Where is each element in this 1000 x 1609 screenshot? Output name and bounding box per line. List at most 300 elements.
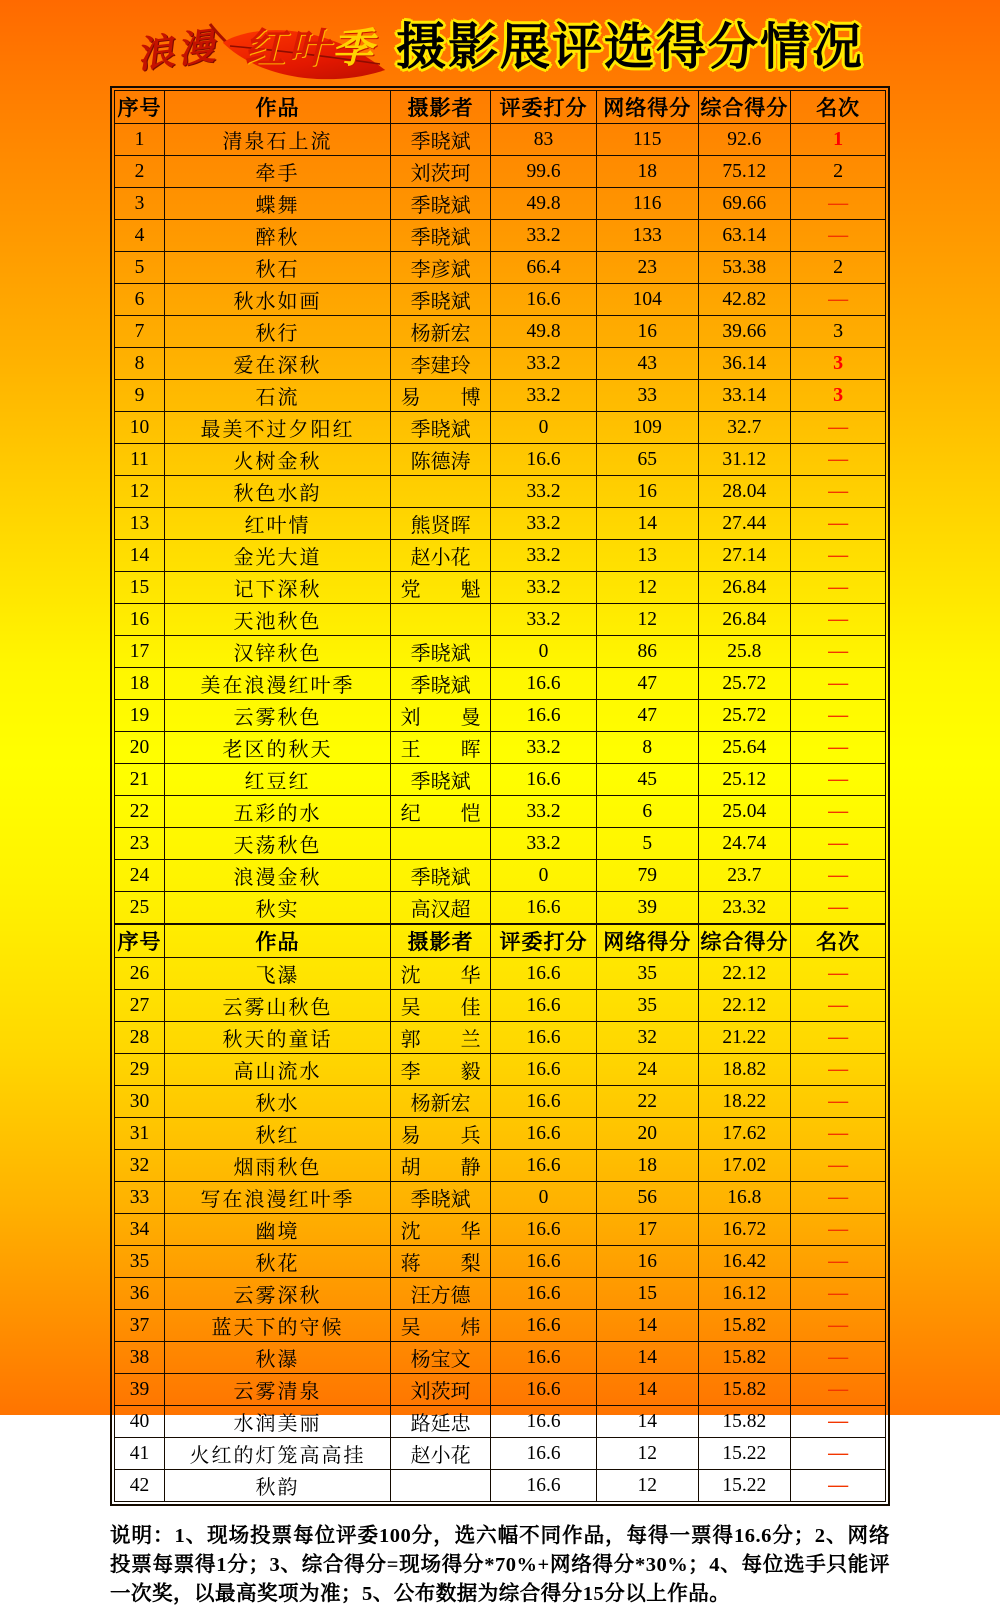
cell-judge: 83 [491, 124, 597, 156]
cell-judge: 0 [491, 636, 597, 668]
cell-rank: — [791, 1182, 886, 1214]
cell-rank: — [791, 476, 886, 508]
cell-author: 吴 炜 [391, 1310, 491, 1342]
table-row [115, 732, 886, 764]
cell-total: 27.44 [698, 508, 791, 540]
cell-author: 纪 恺 [391, 796, 491, 828]
cell-work: 爱在深秋 [165, 348, 391, 380]
cell-work: 最美不过夕阳红 [165, 412, 391, 444]
cell-judge: 33.2 [491, 348, 597, 380]
cell-author: 赵小花 [391, 1438, 491, 1470]
cell-total: 32.7 [698, 412, 791, 444]
cell-author: 蒋 梨 [391, 1246, 491, 1278]
cell-judge: 16.6 [491, 1054, 597, 1086]
cell-judge: 66.4 [491, 252, 597, 284]
table-row [115, 1470, 886, 1502]
cell-net: 5 [596, 828, 698, 860]
cell-work: 秋石 [165, 252, 391, 284]
cell-net: 86 [596, 636, 698, 668]
cell-total: 15.82 [698, 1342, 791, 1374]
cell-rank: — [791, 700, 886, 732]
table-row [115, 990, 886, 1022]
cell-total: 75.12 [698, 156, 791, 188]
table-row [115, 156, 886, 188]
cell-no: 15 [115, 572, 165, 604]
cell-total: 23.7 [698, 860, 791, 892]
cell-judge: 33.2 [491, 508, 597, 540]
cell-total: 17.02 [698, 1150, 791, 1182]
cell-total: 15.82 [698, 1406, 791, 1438]
table-row [115, 124, 886, 156]
cell-author: 易 兵 [391, 1118, 491, 1150]
cell-work: 记下深秋 [165, 572, 391, 604]
cell-rank: 3 [791, 380, 886, 412]
table-row [115, 1054, 886, 1086]
cell-no: 37 [115, 1310, 165, 1342]
cell-author: 季晓斌 [391, 284, 491, 316]
cell-judge: 33.2 [491, 796, 597, 828]
cell-author: 陈德涛 [391, 444, 491, 476]
cell-judge: 16.6 [491, 1086, 597, 1118]
cell-author [391, 476, 491, 508]
cell-author: 刘 曼 [391, 700, 491, 732]
cell-total: 25.8 [698, 636, 791, 668]
cell-net: 104 [596, 284, 698, 316]
cell-judge: 0 [491, 412, 597, 444]
table-row [115, 1118, 886, 1150]
cell-work: 牵手 [165, 156, 391, 188]
cell-rank: — [791, 604, 886, 636]
cell-judge: 33.2 [491, 540, 597, 572]
cell-net: 17 [596, 1214, 698, 1246]
cell-rank: 3 [791, 348, 886, 380]
table-row [115, 284, 886, 316]
cell-no: 21 [115, 764, 165, 796]
table-row [115, 764, 886, 796]
cell-no: 17 [115, 636, 165, 668]
cell-author: 季晓斌 [391, 412, 491, 444]
cell-judge: 99.6 [491, 156, 597, 188]
cell-work: 秋行 [165, 316, 391, 348]
cell-rank: 2 [791, 156, 886, 188]
cell-no: 7 [115, 316, 165, 348]
cell-judge: 16.6 [491, 1150, 597, 1182]
cell-judge: 33.2 [491, 572, 597, 604]
cell-total: 24.74 [698, 828, 791, 860]
cell-rank: — [791, 796, 886, 828]
cell-net: 8 [596, 732, 698, 764]
cell-total: 15.22 [698, 1470, 791, 1502]
cell-total: 17.62 [698, 1118, 791, 1150]
cell-work: 红叶情 [165, 508, 391, 540]
table-row [115, 1438, 886, 1470]
cell-rank: 2 [791, 252, 886, 284]
cell-rank: — [791, 1054, 886, 1086]
table-row [115, 380, 886, 412]
cell-net: 12 [596, 572, 698, 604]
cell-net: 14 [596, 1406, 698, 1438]
cell-rank: — [791, 990, 886, 1022]
cell-author: 杨新宏 [391, 316, 491, 348]
cell-no: 27 [115, 990, 165, 1022]
cell-total: 16.8 [698, 1182, 791, 1214]
cell-rank: — [791, 1214, 886, 1246]
cell-judge: 16.6 [491, 1438, 597, 1470]
cell-no: 8 [115, 348, 165, 380]
cell-net: 35 [596, 958, 698, 990]
cell-total: 23.32 [698, 892, 791, 924]
cell-author: 李建玲 [391, 348, 491, 380]
table-body [115, 124, 886, 924]
cell-work: 金光大道 [165, 540, 391, 572]
cell-net: 18 [596, 1150, 698, 1182]
cell-net: 16 [596, 1246, 698, 1278]
cell-no: 29 [115, 1054, 165, 1086]
cell-rank: — [791, 1150, 886, 1182]
cell-rank: — [791, 1246, 886, 1278]
table-row [115, 1150, 886, 1182]
cell-rank: — [791, 1022, 886, 1054]
cell-net: 20 [596, 1118, 698, 1150]
cell-author: 季晓斌 [391, 188, 491, 220]
logo-leaf-wrap [218, 26, 386, 69]
cell-total: 69.66 [698, 188, 791, 220]
cell-author: 王 晖 [391, 732, 491, 764]
table-row [115, 188, 886, 220]
cell-total: 92.6 [698, 124, 791, 156]
cell-total: 27.14 [698, 540, 791, 572]
cell-net: 18 [596, 156, 698, 188]
cell-total: 53.38 [698, 252, 791, 284]
cell-author: 刘茨珂 [391, 1374, 491, 1406]
cell-author: 季晓斌 [391, 1182, 491, 1214]
cell-no: 26 [115, 958, 165, 990]
cell-work: 火红的灯笼高高挂 [165, 1438, 391, 1470]
cell-work: 秋实 [165, 892, 391, 924]
column-header: 评委打分 [491, 925, 597, 958]
cell-no: 3 [115, 188, 165, 220]
cell-author: 季晓斌 [391, 220, 491, 252]
cell-work: 蝶舞 [165, 188, 391, 220]
cell-net: 16 [596, 476, 698, 508]
cell-author: 郭 兰 [391, 1022, 491, 1054]
cell-work: 秋水如画 [165, 284, 391, 316]
cell-net: 12 [596, 1470, 698, 1502]
footnote: 说明：1、现场投票每位评委100分，选六幅不同作品，每得一票得16.6分；2、网络投票每票得1分；3、综合得分=现场得分*70%+网络得分*30%；4、每位选手只能评一次奖，以最高奖项为准；5、公布数据为综合得分15分以上作品。 [110, 1525, 890, 1606]
cell-rank: — [791, 1086, 886, 1118]
column-header: 序号 [115, 925, 165, 958]
cell-work: 醉秋 [165, 220, 391, 252]
cell-judge: 33.2 [491, 220, 597, 252]
cell-total: 25.64 [698, 732, 791, 764]
column-header: 综合得分 [698, 925, 791, 958]
cell-no: 12 [115, 476, 165, 508]
cell-no: 35 [115, 1246, 165, 1278]
cell-net: 47 [596, 700, 698, 732]
cell-judge: 16.6 [491, 1118, 597, 1150]
logo [134, 20, 386, 77]
cell-net: 43 [596, 348, 698, 380]
table-row [115, 1278, 886, 1310]
table-row [115, 252, 886, 284]
table-row [115, 1310, 886, 1342]
column-header: 摄影者 [391, 91, 491, 124]
cell-work: 浪漫金秋 [165, 860, 391, 892]
cell-judge: 16.6 [491, 958, 597, 990]
cell-rank: — [791, 892, 886, 924]
cell-no: 30 [115, 1086, 165, 1118]
cell-work: 水润美丽 [165, 1406, 391, 1438]
cell-total: 33.14 [698, 380, 791, 412]
table-row [115, 1246, 886, 1278]
cell-judge: 33.2 [491, 732, 597, 764]
cell-work: 烟雨秋色 [165, 1150, 391, 1182]
score-table-lower [114, 924, 886, 1502]
cell-author: 赵小花 [391, 540, 491, 572]
cell-work: 写在浪漫红叶季 [165, 1182, 391, 1214]
cell-judge: 0 [491, 1182, 597, 1214]
column-header: 摄影者 [391, 925, 491, 958]
cell-author: 李彦斌 [391, 252, 491, 284]
cell-no: 4 [115, 220, 165, 252]
cell-net: 15 [596, 1278, 698, 1310]
cell-work: 云雾清泉 [165, 1374, 391, 1406]
cell-total: 25.04 [698, 796, 791, 828]
cell-no: 41 [115, 1438, 165, 1470]
cell-no: 23 [115, 828, 165, 860]
cell-no: 5 [115, 252, 165, 284]
table-row [115, 220, 886, 252]
cell-net: 12 [596, 1438, 698, 1470]
cell-judge: 16.6 [491, 1214, 597, 1246]
cell-rank: — [791, 508, 886, 540]
table-row [115, 572, 886, 604]
cell-rank: — [791, 1374, 886, 1406]
cell-author: 杨新宏 [391, 1086, 491, 1118]
cell-work: 蓝天下的守候 [165, 1310, 391, 1342]
cell-no: 13 [115, 508, 165, 540]
cell-no: 11 [115, 444, 165, 476]
cell-rank: 3 [791, 316, 886, 348]
column-header: 作品 [165, 91, 391, 124]
cell-rank: — [791, 572, 886, 604]
cell-work: 云雾山秋色 [165, 990, 391, 1022]
cell-judge: 33.2 [491, 380, 597, 412]
table-row [115, 860, 886, 892]
cell-judge: 16.6 [491, 1022, 597, 1054]
cell-net: 45 [596, 764, 698, 796]
cell-judge: 33.2 [491, 828, 597, 860]
cell-rank: — [791, 636, 886, 668]
table-row [115, 1086, 886, 1118]
table-header-row [115, 925, 886, 958]
table-row [115, 892, 886, 924]
cell-judge: 16.6 [491, 1374, 597, 1406]
column-header: 网络得分 [596, 925, 698, 958]
cell-author: 刘茨珂 [391, 156, 491, 188]
cell-no: 16 [115, 604, 165, 636]
cell-net: 13 [596, 540, 698, 572]
cell-author: 熊贤晖 [391, 508, 491, 540]
cell-work: 秋天的童话 [165, 1022, 391, 1054]
cell-net: 79 [596, 860, 698, 892]
table-row [115, 540, 886, 572]
cell-total: 25.72 [698, 700, 791, 732]
column-header: 评委打分 [491, 91, 597, 124]
cell-work: 秋瀑 [165, 1342, 391, 1374]
column-header: 名次 [791, 925, 886, 958]
table-row [115, 1342, 886, 1374]
cell-judge: 16.6 [491, 444, 597, 476]
table-row [115, 796, 886, 828]
cell-total: 15.82 [698, 1374, 791, 1406]
cell-author: 季晓斌 [391, 668, 491, 700]
cell-rank: — [791, 1342, 886, 1374]
cell-work: 五彩的水 [165, 796, 391, 828]
column-header: 作品 [165, 925, 391, 958]
cell-no: 36 [115, 1278, 165, 1310]
cell-work: 天荡秋色 [165, 828, 391, 860]
cell-no: 10 [115, 412, 165, 444]
cell-rank: — [791, 958, 886, 990]
cell-judge: 16.6 [491, 700, 597, 732]
cell-total: 15.22 [698, 1438, 791, 1470]
cell-total: 15.82 [698, 1310, 791, 1342]
cell-total: 18.22 [698, 1086, 791, 1118]
cell-judge: 16.6 [491, 892, 597, 924]
cell-work: 汉锌秋色 [165, 636, 391, 668]
cell-author [391, 828, 491, 860]
table-row [115, 1214, 886, 1246]
cell-no: 32 [115, 1150, 165, 1182]
cell-rank: — [791, 668, 886, 700]
table-row [115, 1406, 886, 1438]
cell-author: 杨宝文 [391, 1342, 491, 1374]
cell-net: 14 [596, 1374, 698, 1406]
cell-work: 火树金秋 [165, 444, 391, 476]
cell-total: 18.82 [698, 1054, 791, 1086]
cell-author: 吴 佳 [391, 990, 491, 1022]
cell-total: 26.84 [698, 604, 791, 636]
cell-author: 季晓斌 [391, 124, 491, 156]
cell-no: 2 [115, 156, 165, 188]
cell-net: 39 [596, 892, 698, 924]
cell-work: 云雾深秋 [165, 1278, 391, 1310]
logo-script-text: 浪漫 [134, 26, 221, 77]
cell-no: 33 [115, 1182, 165, 1214]
cell-no: 25 [115, 892, 165, 924]
cell-work: 石流 [165, 380, 391, 412]
cell-net: 14 [596, 1310, 698, 1342]
cell-no: 39 [115, 1374, 165, 1406]
cell-total: 25.12 [698, 764, 791, 796]
cell-rank: — [791, 220, 886, 252]
cell-total: 16.72 [698, 1214, 791, 1246]
cell-no: 9 [115, 380, 165, 412]
cell-author: 易 博 [391, 380, 491, 412]
cell-no: 1 [115, 124, 165, 156]
cell-no: 40 [115, 1406, 165, 1438]
table-row [115, 1374, 886, 1406]
cell-author: 路延忠 [391, 1406, 491, 1438]
cell-author: 李 毅 [391, 1054, 491, 1086]
cell-total: 42.82 [698, 284, 791, 316]
table-row [115, 668, 886, 700]
table-row [115, 604, 886, 636]
cell-total: 21.22 [698, 1022, 791, 1054]
cell-net: 12 [596, 604, 698, 636]
cell-judge: 16.6 [491, 764, 597, 796]
cell-net: 116 [596, 188, 698, 220]
cell-net: 16 [596, 316, 698, 348]
cell-judge: 49.8 [491, 188, 597, 220]
logo-accent-gold: 季 [332, 24, 376, 71]
table-row [115, 444, 886, 476]
cell-no: 24 [115, 860, 165, 892]
cell-work: 秋红 [165, 1118, 391, 1150]
column-header: 综合得分 [698, 91, 791, 124]
cell-total: 22.12 [698, 990, 791, 1022]
cell-no: 34 [115, 1214, 165, 1246]
cell-net: 24 [596, 1054, 698, 1086]
cell-total: 36.14 [698, 348, 791, 380]
cell-author [391, 1470, 491, 1502]
table-row [115, 828, 886, 860]
cell-total: 39.66 [698, 316, 791, 348]
cell-rank: — [791, 188, 886, 220]
column-header: 网络得分 [596, 91, 698, 124]
cell-author: 党 魁 [391, 572, 491, 604]
cell-no: 19 [115, 700, 165, 732]
cell-no: 6 [115, 284, 165, 316]
cell-net: 115 [596, 124, 698, 156]
cell-no: 14 [115, 540, 165, 572]
cell-no: 18 [115, 668, 165, 700]
table-row [115, 508, 886, 540]
cell-author: 沈 华 [391, 1214, 491, 1246]
cell-rank: — [791, 860, 886, 892]
cell-total: 31.12 [698, 444, 791, 476]
score-table-upper [114, 90, 886, 924]
cell-net: 65 [596, 444, 698, 476]
cell-no: 38 [115, 1342, 165, 1374]
cell-net: 35 [596, 990, 698, 1022]
column-header: 名次 [791, 91, 886, 124]
cell-work: 秋色水韵 [165, 476, 391, 508]
table-row [115, 1022, 886, 1054]
cell-net: 22 [596, 1086, 698, 1118]
cell-judge: 33.2 [491, 476, 597, 508]
cell-net: 33 [596, 380, 698, 412]
table-body [115, 958, 886, 1502]
cell-author: 季晓斌 [391, 764, 491, 796]
cell-total: 26.84 [698, 572, 791, 604]
score-table-frame [110, 86, 890, 1506]
cell-net: 32 [596, 1022, 698, 1054]
cell-net: 23 [596, 252, 698, 284]
cell-author: 沈 华 [391, 958, 491, 990]
cell-judge: 16.6 [491, 1278, 597, 1310]
cell-net: 14 [596, 1342, 698, 1374]
cell-judge: 0 [491, 860, 597, 892]
table-row [115, 348, 886, 380]
cell-judge: 16.6 [491, 1310, 597, 1342]
cell-work: 秋韵 [165, 1470, 391, 1502]
cell-judge: 16.6 [491, 1246, 597, 1278]
table-header [115, 91, 886, 124]
cell-rank: — [791, 732, 886, 764]
cell-total: 28.04 [698, 476, 791, 508]
